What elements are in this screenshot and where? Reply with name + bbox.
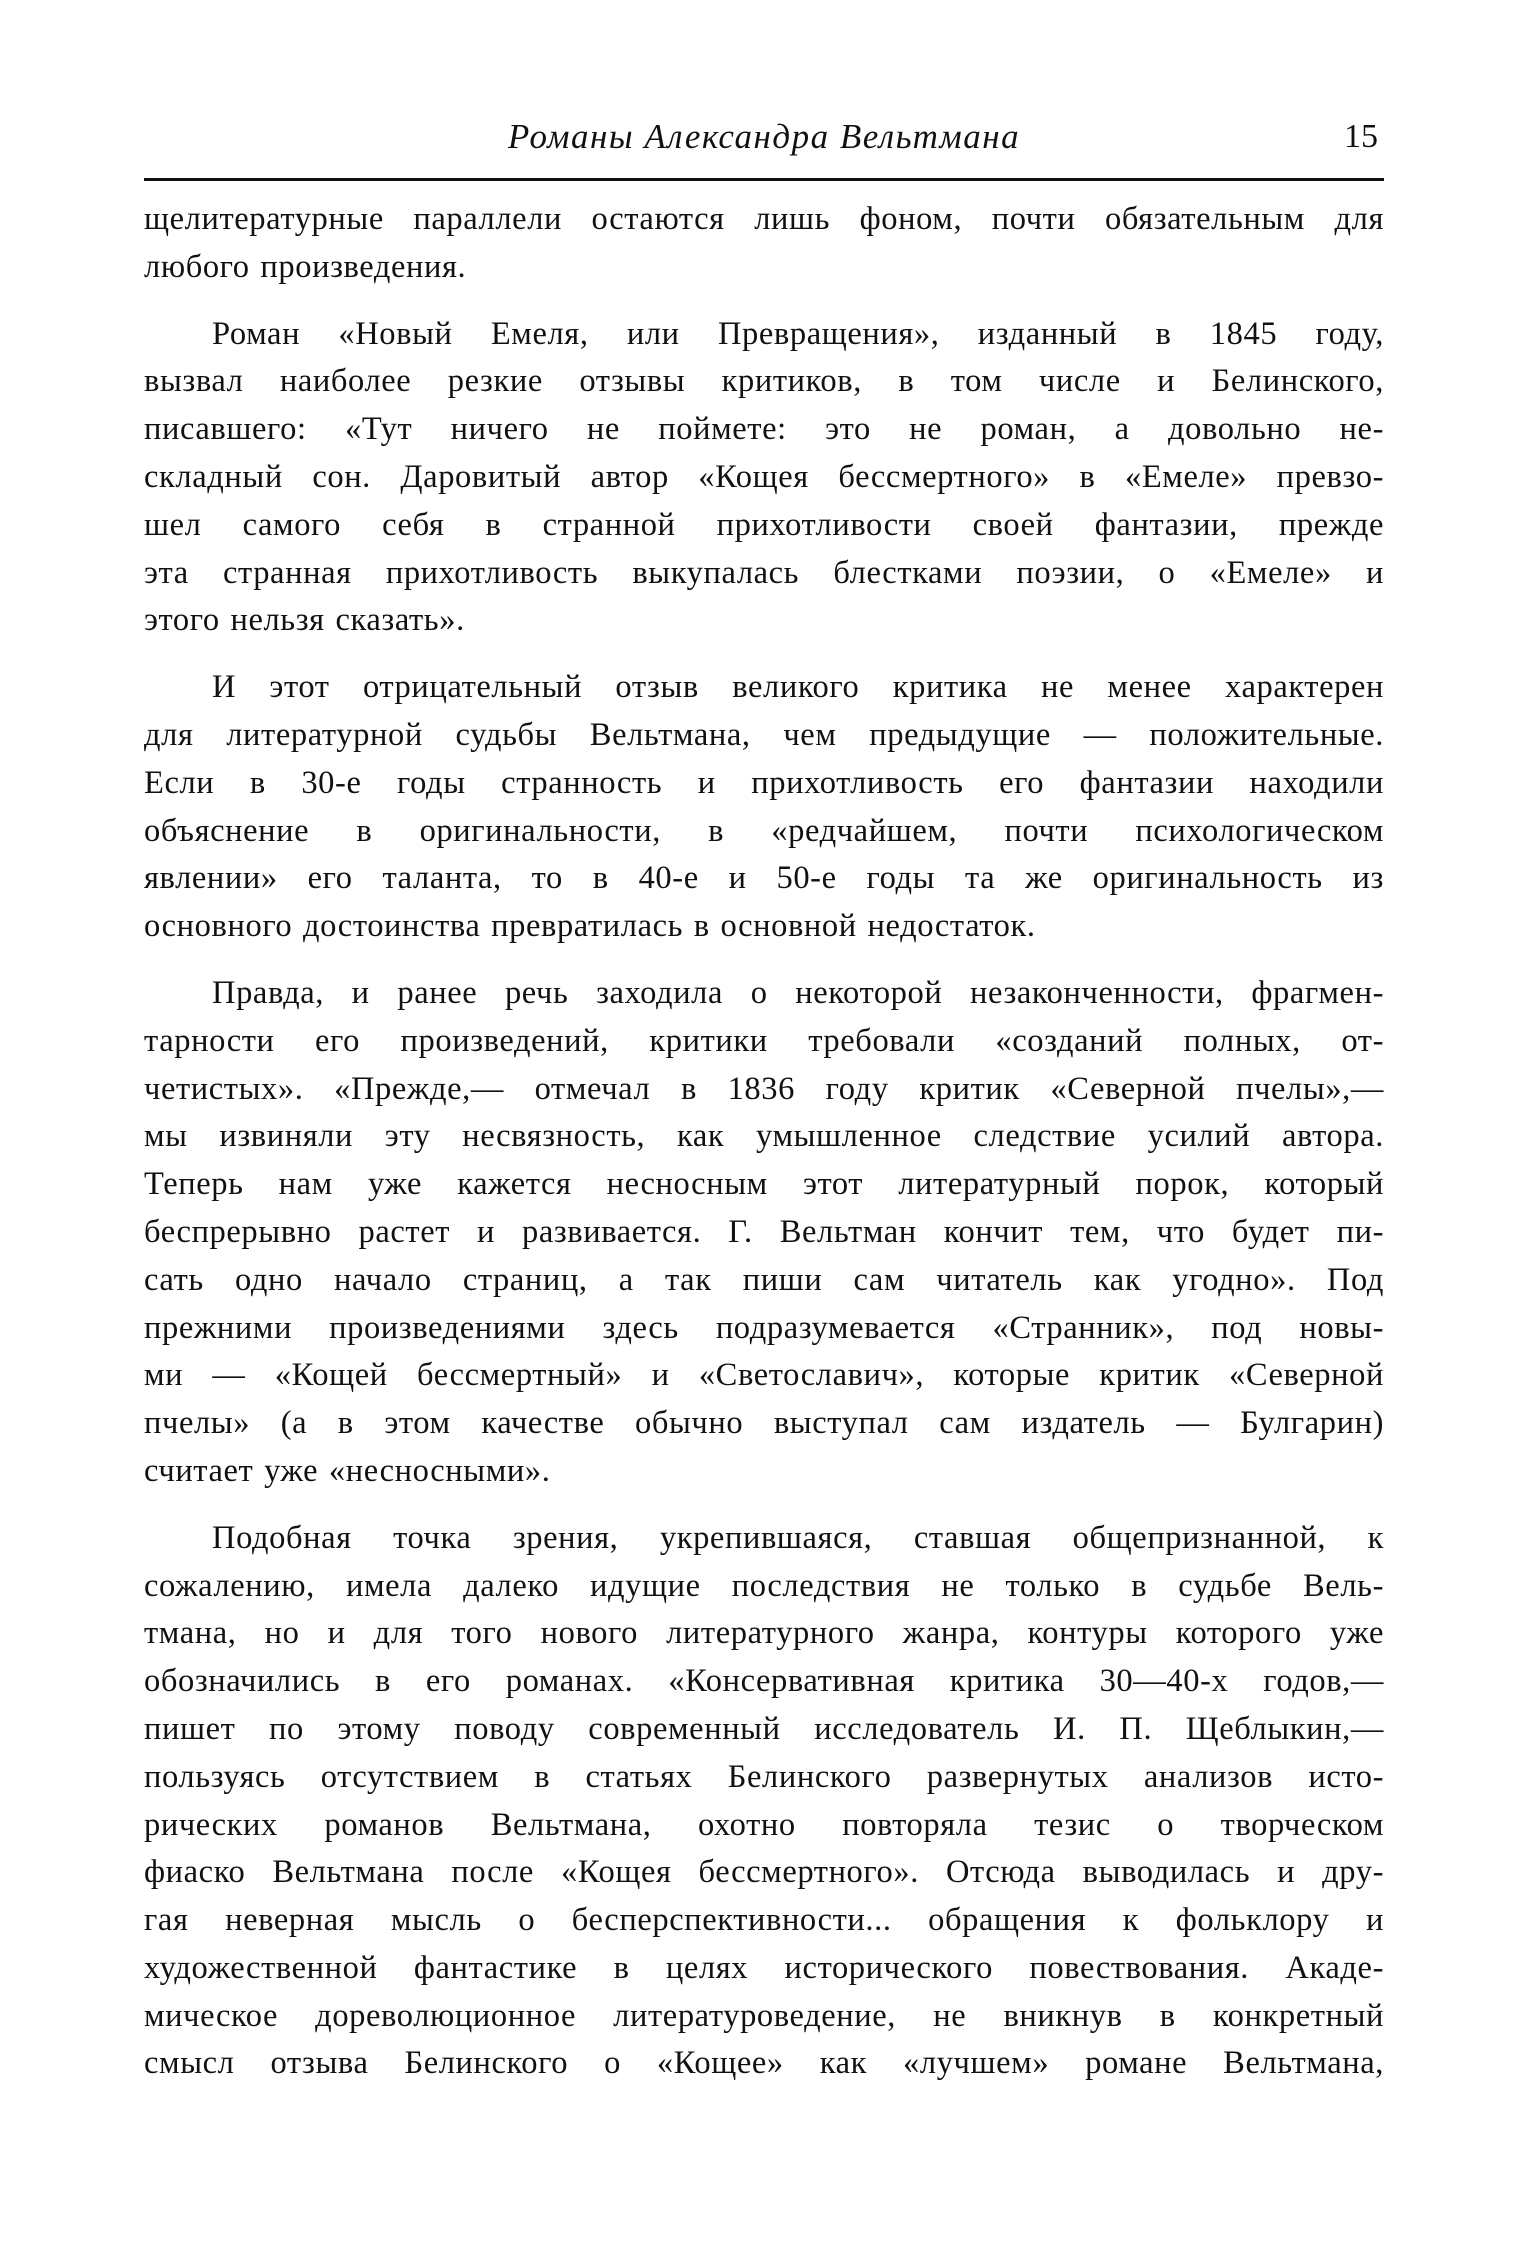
text-line: четистых». «Прежде,— отмечал в 1836 году критик «Северной пчелы»,— [144, 1070, 1384, 1107]
text-line: фиаско Вельтмана после «Кощея бессмертного». Отсюда выводилась и дру- [144, 1854, 1384, 1891]
text-line: писавшего: «Тут ничего не поймете: это не роман, а довольно не- [144, 411, 1384, 448]
running-header [144, 112, 1384, 172]
text-line: сать одно начало страниц, а так пиши сам читатель как угодно». Под [144, 1261, 1384, 1298]
text-line: беспрерывно растет и развивается. Г. Вельтман кончит тем, что будет пи- [144, 1213, 1384, 1250]
page-number: 15 [1344, 118, 1378, 155]
text-line: пишет по этому поводу современный исследователь И. П. Щеблыкин,— [144, 1710, 1384, 1747]
text-line: гая неверная мысль о бесперспективности... обращения к фольклору и [144, 1902, 1384, 1939]
text-line: обозначились в его романах. «Консервативная критика 30—40-х годов,— [144, 1663, 1384, 1700]
text-line: ми — «Кощей бессмертный» и «Светославич», которые критик «Северной [144, 1357, 1384, 1394]
paragraph-2 [144, 311, 1384, 646]
text-line: объяснение в оригинальности, в «редчайшем, почти психологическом [144, 812, 1384, 849]
text-line: мическое дореволюционное литературоведение, не вникнув в конкретный [144, 1997, 1384, 2034]
text-line: этого нельзя сказать». [144, 602, 465, 639]
text-line: пользуясь отсутствием в статьях Белинского развернутых анализов исто- [144, 1758, 1384, 1795]
text-line: И этот отрицательный отзыв великого критика не менее характерен [212, 669, 1384, 706]
text-line: Если в 30-е годы странность и прихотливость его фантазии находили [144, 764, 1384, 801]
text-line: рических романов Вельтмана, охотно повторяла тезис о творческом [144, 1806, 1384, 1843]
text-line: сожалению, имела далеко идущие последствия не только в судьбе Вель- [144, 1567, 1384, 1604]
running-title: Романы Александра Вельтмана [507, 117, 1021, 156]
text-line: пчелы» (а в этом качестве обычно выступал сам издатель — Булгарин) [144, 1405, 1384, 1442]
text-line: считает уже «несносными». [144, 1452, 551, 1489]
text-line: щелитературные параллели остаются лишь фоном, почти обязательным для [144, 201, 1384, 237]
text-line: явлении» его таланта, то в 40-е и 50-е годы та же оригинальность из [144, 860, 1384, 897]
text-line: вызвал наиболее резкие отзывы критиков, в том числе и Белинского, [144, 363, 1384, 400]
paragraph-5 [144, 1515, 1384, 2089]
text-line: Правда, и ранее речь заходила о некоторой незаконченности, фрагмен- [212, 974, 1384, 1011]
paragraph-1 [144, 196, 1384, 292]
header-rule [144, 178, 1384, 181]
text-line: любого произведения. [144, 248, 467, 285]
text-line: художественной фантастике в целях исторического повествования. Акаде- [144, 1949, 1384, 1986]
text-line: Теперь нам уже кажется несносным этот литературный порок, который [144, 1166, 1384, 1203]
text-line: шел самого себя в странной прихотливости своей фантазии, прежде [144, 506, 1384, 543]
paragraph-3 [144, 664, 1384, 951]
text-line: тарности его произведений, критики требовали «созданий полных, от- [144, 1022, 1384, 1059]
body-text [144, 196, 1384, 2107]
paragraph-4 [144, 970, 1384, 1496]
text-line: тмана, но и для того нового литературного жанра, контуры которого уже [144, 1615, 1384, 1652]
text-line: мы извиняли эту несвязность, как умышленное следствие усилий автора. [144, 1118, 1384, 1155]
text-line: Подобная точка зрения, укрепившаяся, ставшая общепризнанной, к [212, 1519, 1384, 1556]
text-line: прежними произведениями здесь подразумевается «Странник», под новы- [144, 1309, 1384, 1346]
text-line: складный сон. Даровитый автор «Кощея бессмертного» в «Емеле» превзо- [144, 458, 1384, 495]
text-line: смысл отзыва Белинского о «Кощее» как «лучшем» романе Вельтмана, [144, 2045, 1384, 2082]
text-line: Роман «Новый Емеля, или Превращения», изданный в 1845 году, [212, 315, 1384, 352]
text-line: для литературной судьбы Вельтмана, чем предыдущие — положительные. [144, 716, 1384, 753]
text-line: основного достоинства превратилась в основной недостаток. [144, 908, 1036, 945]
text-line: эта странная прихотливость выкупалась блестками поэзии, о «Емеле» и [144, 554, 1384, 591]
